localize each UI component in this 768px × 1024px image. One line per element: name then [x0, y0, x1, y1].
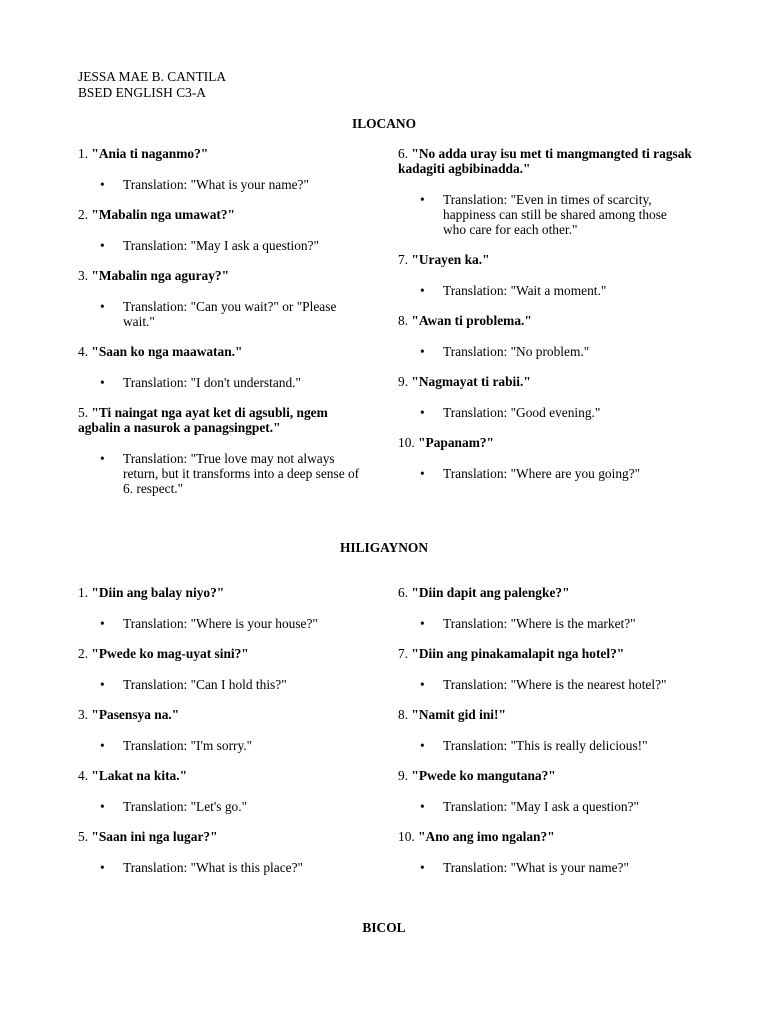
phrase-item [398, 435, 693, 481]
translation-bullet [398, 799, 693, 814]
bullet-icon: • [100, 799, 105, 814]
phrase-text: "Diin ang balay niyo?" [91, 585, 225, 600]
translation-text: Translation: "No problem." [443, 344, 590, 359]
phrase-line [398, 374, 693, 389]
translation-bullet [398, 466, 693, 481]
translation-bullet [78, 177, 368, 192]
phrase-text: "Nagmayat ti rabii." [411, 374, 531, 389]
translation-text: Translation: "Can you wait?" or "Please wait." [123, 299, 337, 329]
translation-bullet [398, 344, 693, 359]
phrase-item [398, 646, 693, 692]
phrase-item [78, 207, 368, 253]
translation-bullet [78, 799, 368, 814]
phrase-text: "Mabalin nga aguray?" [91, 268, 230, 283]
phrase-line [78, 344, 368, 359]
phrase-item [398, 768, 693, 814]
phrase-item [78, 146, 368, 192]
phrase-line [398, 768, 693, 783]
bullet-icon: • [100, 616, 105, 631]
bullet-icon: • [420, 738, 425, 753]
translation-bullet [78, 451, 368, 496]
translation-text: Translation: "Let's go." [123, 799, 248, 814]
translation-text: Translation: "What is your name?" [443, 860, 629, 875]
translation-text: Translation: "Can I hold this?" [123, 677, 287, 692]
translation-bullet [398, 616, 693, 631]
phrase-line [78, 585, 368, 600]
translation-text: Translation: "What is this place?" [123, 860, 304, 875]
bullet-icon: • [100, 677, 105, 692]
phrase-item [78, 829, 368, 875]
item-number: 4. [78, 768, 89, 783]
item-number: 4. [78, 344, 89, 359]
phrase-item [398, 707, 693, 753]
section-title-ilocano: ILOCANO [352, 116, 416, 131]
phrase-text: "Mabalin nga umawat?" [91, 207, 235, 222]
bullet-icon: • [420, 799, 425, 814]
phrase-line [78, 707, 368, 722]
phrase-text: "Ti naingat nga ayat ket di agsubli, ngem agbalin a nasurok a panagsingpet." [78, 405, 328, 435]
phrase-item [78, 344, 368, 390]
item-number: 6. [398, 146, 409, 161]
item-number: 8. [398, 313, 409, 328]
translation-bullet [398, 283, 693, 298]
translation-text: Translation: "Where is the market?" [443, 616, 636, 631]
item-number: 10. [398, 829, 415, 844]
bullet-icon: • [100, 860, 105, 875]
translation-bullet [398, 677, 693, 692]
phrase-text: "Diin dapit ang palengke?" [411, 585, 570, 600]
phrase-item [398, 829, 693, 875]
bullet-icon: • [420, 616, 425, 631]
phrase-line [398, 585, 693, 600]
phrase-line [398, 313, 693, 328]
translation-text: Translation: "Where is your house?" [123, 616, 318, 631]
phrase-line [78, 768, 368, 783]
translation-bullet [398, 738, 693, 753]
item-number: 8. [398, 707, 409, 722]
phrase-text: "Papanam?" [418, 435, 494, 450]
translation-text: Translation: "Where is the nearest hotel?" [443, 677, 667, 692]
phrase-text: "Ania ti naganmo?" [91, 146, 209, 161]
phrase-line [78, 646, 368, 661]
phrase-text: "Saan ini nga lugar?" [91, 829, 218, 844]
phrase-item [398, 146, 693, 237]
phrase-text: "Awan ti problema." [411, 313, 532, 328]
item-number: 6. [398, 585, 409, 600]
item-number: 3. [78, 268, 89, 283]
bullet-icon: • [100, 299, 105, 314]
bullet-icon: • [100, 738, 105, 753]
translation-text: Translation: "True love may not always return, but it transforms into a deep sense of 6. respect." [123, 451, 360, 496]
bullet-icon: • [100, 375, 105, 390]
translation-bullet [78, 677, 368, 692]
translation-bullet [78, 738, 368, 753]
hiligaynon-right-column [398, 585, 693, 875]
item-number: 7. [398, 646, 409, 661]
course-section: BSED ENGLISH C3-A [78, 85, 206, 100]
item-number: 9. [398, 768, 409, 783]
phrase-item [78, 768, 368, 814]
item-number: 10. [398, 435, 415, 450]
item-number: 1. [78, 585, 89, 600]
bullet-icon: • [420, 677, 425, 692]
document-header [78, 69, 226, 101]
phrase-item [78, 646, 368, 692]
bullet-icon: • [420, 405, 425, 420]
item-number: 9. [398, 374, 409, 389]
phrase-text: "Diin ang pinakamalapit nga hotel?" [411, 646, 625, 661]
item-number: 5. [78, 829, 89, 844]
phrase-line [398, 146, 693, 176]
item-number: 1. [78, 146, 89, 161]
phrase-line [398, 646, 693, 661]
translation-bullet [78, 299, 368, 329]
translation-text: Translation: "May I ask a question?" [123, 238, 320, 253]
translation-bullet [78, 616, 368, 631]
phrase-text: "Pwede ko mangutana?" [411, 768, 556, 783]
translation-text: Translation: "This is really delicious!" [443, 738, 648, 753]
item-number: 5. [78, 405, 89, 420]
phrase-text: "Pwede ko mag-uyat sini?" [91, 646, 249, 661]
phrase-line [398, 829, 693, 844]
item-number: 2. [78, 207, 89, 222]
phrase-text: "Lakat na kita." [91, 768, 188, 783]
phrase-item [78, 707, 368, 753]
phrase-line [398, 252, 693, 267]
phrase-item [398, 252, 693, 298]
bullet-icon: • [420, 860, 425, 875]
item-number: 7. [398, 252, 409, 267]
phrase-item [398, 585, 693, 631]
bullet-icon: • [100, 451, 105, 466]
bullet-icon: • [420, 344, 425, 359]
section-title-hiligaynon: HILIGAYNON [339, 540, 429, 555]
phrase-text: "Namit gid ini!" [411, 707, 506, 722]
translation-text: Translation: "I'm sorry." [123, 738, 253, 753]
phrase-item [398, 313, 693, 359]
translation-text: Translation: "I don't understand." [123, 375, 301, 390]
translation-text: Translation: "Where are you going?" [443, 466, 641, 481]
translation-text: Translation: "May I ask a question?" [443, 799, 640, 814]
item-number: 2. [78, 646, 89, 661]
translation-bullet [78, 238, 368, 253]
phrase-line [78, 268, 368, 283]
phrase-text: "Pasensya na." [91, 707, 180, 722]
phrase-line [78, 146, 368, 161]
ilocano-left-column [78, 146, 368, 496]
phrase-text: "Ano ang imo ngalan?" [418, 829, 555, 844]
section-title-bicol: BICOL [362, 920, 406, 935]
translation-bullet [398, 192, 693, 237]
translation-text: Translation: "Wait a moment." [443, 283, 607, 298]
translation-text: Translation: "Good evening." [443, 405, 601, 420]
translation-bullet [398, 405, 693, 420]
bullet-icon: • [420, 192, 425, 207]
hiligaynon-left-column [78, 585, 368, 875]
item-number: 3. [78, 707, 89, 722]
phrase-line [78, 405, 368, 435]
phrase-item [398, 374, 693, 420]
phrase-line [398, 435, 693, 450]
phrase-line [78, 829, 368, 844]
translation-text: Translation: "Even in times of scarcity, happiness can still be shared among those who care for each other." [443, 192, 667, 237]
phrase-text: "No adda uray isu met ti mangmangted ti ragsak kadagiti agbibinadda." [398, 146, 692, 176]
translation-text: Translation: "What is your name?" [123, 177, 309, 192]
phrase-item [78, 268, 368, 329]
phrase-line [78, 207, 368, 222]
translation-bullet [398, 860, 693, 875]
phrase-text: "Urayen ka." [411, 252, 490, 267]
phrase-item [78, 585, 368, 631]
bullet-icon: • [100, 238, 105, 253]
phrase-text: "Saan ko nga maawatan." [91, 344, 243, 359]
phrase-line [398, 707, 693, 722]
bullet-icon: • [420, 283, 425, 298]
bullet-icon: • [100, 177, 105, 192]
translation-bullet [78, 860, 368, 875]
ilocano-right-column [398, 146, 693, 481]
author-name: JESSA MAE B. CANTILA [78, 69, 227, 84]
bullet-icon: • [420, 466, 425, 481]
translation-bullet [78, 375, 368, 390]
phrase-item [78, 405, 368, 496]
